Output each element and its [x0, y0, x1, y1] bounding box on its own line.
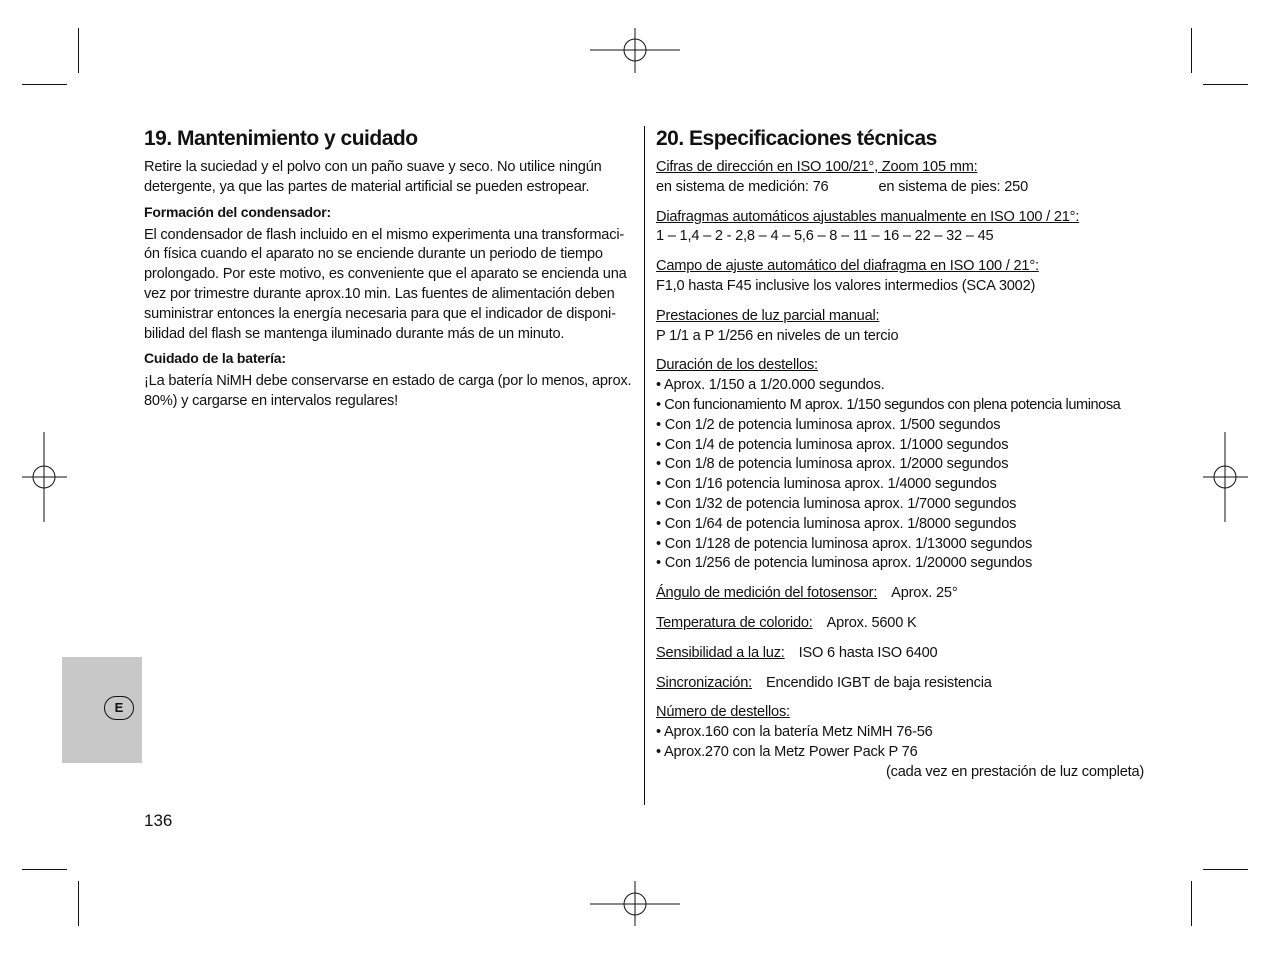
list-item: • Con 1/64 de potencia luminosa aprox. 1/8000 segundos [656, 515, 1017, 532]
diafragmas-label: Diafragmas automáticos ajustables manualmente en ISO 100 / 21°: [656, 208, 1080, 225]
section-title: 19. Mantenimiento y cuidado [144, 127, 418, 150]
sincronizacion-row [656, 674, 1176, 694]
sincronizacion-value: Encendido IGBT de baja resistencia [765, 674, 992, 691]
list-item: • Con 1/16 potencia luminosa aprox. 1/4000 segundos [656, 476, 997, 493]
campo-value: F1,0 hasta F45 inclusive los valores intermedios (SCA 3002) [656, 277, 1036, 294]
campo-block [656, 257, 1176, 297]
crop-mark [1191, 881, 1192, 926]
section-title: 20. Especificaciones técnicas [656, 127, 937, 150]
registration-mark-icon [590, 881, 680, 926]
column-divider [644, 126, 645, 805]
maintenance-section [144, 126, 636, 412]
crop-mark [22, 869, 67, 870]
temperatura-row [656, 614, 1176, 634]
campo-label: Campo de ajuste automático del diafragma en ISO 100 / 21°: [656, 258, 1039, 275]
list-item: • Con 1/8 de potencia luminosa aprox. 1/2000 segundos [656, 456, 1009, 473]
list-item: • Con 1/128 de potencia luminosa aprox. 1/13000 segundos [656, 535, 1033, 552]
cifras-values [656, 178, 1176, 198]
page-number: 136 [144, 811, 173, 830]
angulo-label: Ángulo de medición del fotosensor: [656, 585, 878, 602]
sensibilidad-label: Sensibilidad a la luz: [656, 644, 785, 661]
duracion-label: Duración de los destellos: [656, 357, 818, 374]
cifras-feet: en sistema de pies: 250 [878, 178, 1029, 195]
sincronizacion-label: Sincronización: [656, 674, 752, 691]
list-item: • Aprox.270 con la Metz Power Pack P 76 [656, 743, 918, 760]
crop-mark [78, 881, 79, 926]
list-item: • Con 1/2 de potencia luminosa aprox. 1/500 segundos [656, 416, 1001, 433]
crop-mark [78, 28, 79, 73]
crop-mark [1203, 84, 1248, 85]
sensibilidad-value: ISO 6 hasta ISO 6400 [798, 644, 938, 661]
crop-mark [1203, 869, 1248, 870]
duracion-block [656, 356, 1176, 574]
numero-label: Número de destellos: [656, 704, 790, 721]
crop-mark [22, 84, 67, 85]
angulo-value: Aprox. 25° [891, 585, 958, 602]
diafragmas-values: 1 – 1,4 – 2 - 2,8 – 4 – 5,6 – 8 – 11 – 16 – 22 – 32 – 45 [656, 228, 994, 245]
diafragmas-block [656, 208, 1176, 248]
list-item: • Con 1/4 de potencia luminosa aprox. 1/1000 segundos [656, 436, 1009, 453]
language-badge: E [104, 696, 134, 720]
angulo-row [656, 584, 1176, 604]
list-item: • Con 1/256 de potencia luminosa aprox. 1/20000 segundos [656, 555, 1033, 572]
specifications-section [656, 126, 1176, 783]
bateria-paragraph: ¡La batería NiMH debe conservarse en estado de carga (por lo menos, aprox. 80%) y cargarse en intervalos regulares! [144, 373, 632, 410]
list-item: • Aprox.160 con la batería Metz NiMH 76-56 [656, 724, 933, 741]
temperatura-value: Aprox. 5600 K [826, 614, 917, 631]
numero-note: (cada vez en prestación de luz completa) [886, 763, 1145, 780]
sensibilidad-row [656, 644, 1176, 664]
prestaciones-value: P 1/1 a P 1/256 en niveles de un tercio [656, 327, 899, 344]
list-item: • Aprox. 1/150 a 1/20.000 segundos. [656, 377, 885, 394]
cifras-block [656, 158, 1176, 198]
list-item: • Con funcionamiento M aprox. 1/150 segundos con plena potencia luminosa [656, 396, 1121, 413]
numero-block [656, 703, 1176, 782]
cifras-metric: en sistema de medición: 76 [656, 178, 829, 195]
temperatura-label: Temperatura de colorido: [656, 614, 813, 631]
registration-mark-icon [590, 28, 680, 73]
crop-mark [1191, 28, 1192, 73]
registration-mark-icon [22, 432, 67, 522]
cifras-label: Cifras de dirección en ISO 100/21°, Zoom 105 mm: [656, 159, 978, 175]
registration-mark-icon [1203, 432, 1248, 522]
prestaciones-label: Prestaciones de luz parcial manual: [656, 307, 880, 324]
condensador-heading: Formación del condensador: [144, 203, 331, 220]
bateria-heading: Cuidado de la batería: [144, 350, 286, 367]
intro-paragraph: Retire la suciedad y el polvo con un paño suave y seco. No utilice ningún detergente, ya que las partes de material artificial se pueden estropear. [144, 159, 602, 195]
prestaciones-block [656, 307, 1176, 347]
condensador-paragraph: El condensador de flash incluido en el mismo experimenta una transformaci-ón física cuando el aparato no se enciende durante un periodo de tiempo prolongado. Por este motivo, es conveniente que el aparato se encienda una vez por trimestre durante aprox.10 min. Las fuentes de alimentación deben suministrar entonces la energía necesaria para que el indicador de disponi-bilidad del flash se mantenga iluminado durante más de un minuto. [144, 226, 627, 342]
list-item: • Con 1/32 de potencia luminosa aprox. 1/7000 segundos [656, 495, 1017, 512]
